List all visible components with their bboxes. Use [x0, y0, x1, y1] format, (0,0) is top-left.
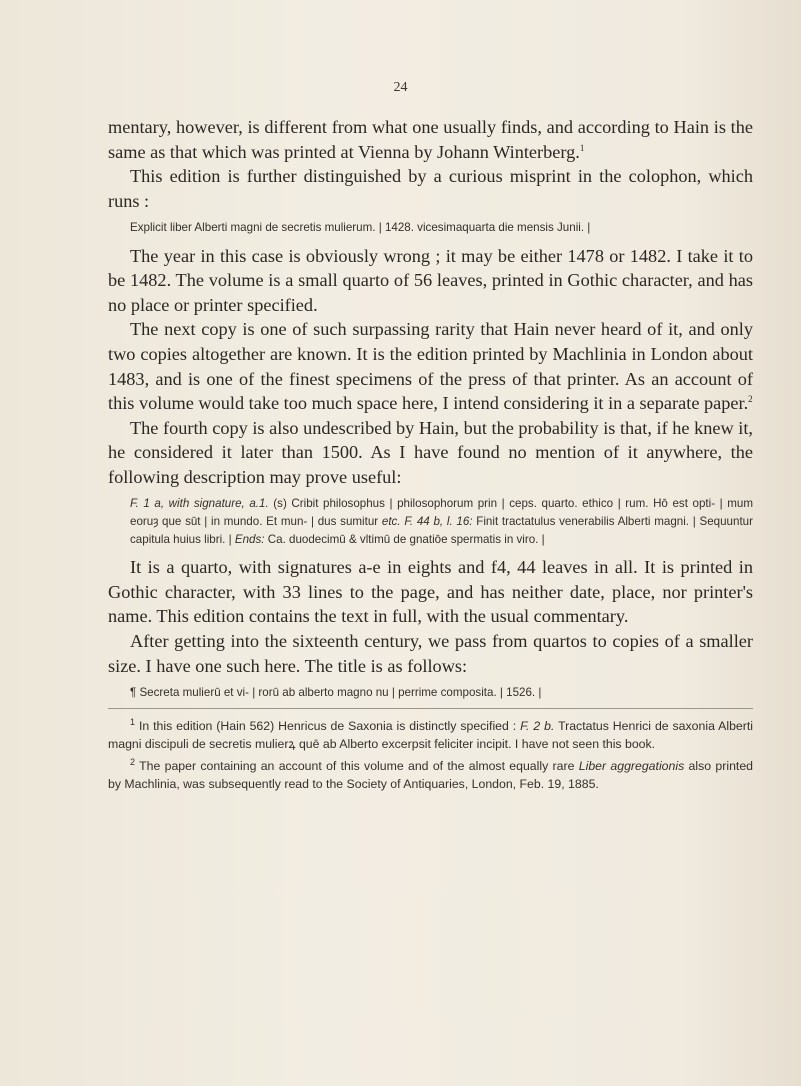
- paragraph-6: It is a quarto, with signatures a-e in eights and f4, 44 leaves in all. It is printed in Gothic character, with 33 lines to the page, and has neither date, place, nor printer's name. This edition contains the text in full, with the usual commentary.: [108, 557, 753, 627]
- footnote-ref-1: 1: [579, 142, 585, 153]
- paragraph-3: The year in this case is obviously wrong ; it may be either 1478 or 1482. I take it to be 1482. The volume is a small quarto of 56 leaves, printed in Gothic character, and has no place or printer specified.: [108, 245, 753, 315]
- footnote-divider: [108, 708, 753, 709]
- footnote-ref-2: 2: [748, 394, 753, 405]
- footnote-1: $^1$ In this edition (Hain 562) Henricus de Saxonia is distinctly specified : F. 2 b. Tractatus Henrici de saxonia Alberti magni discipuli de secretis mulierꝝ quē ab Alberto excerpsit feliciter incipit. I have not seen this book.: [108, 717, 754, 752]
- paragraph-1: mentary, however, is different from what one usually finds, and according to Hain is the same as that which was printed at Vienna by Johann Winterberg.$^1$: [108, 117, 753, 162]
- paragraph-7: After getting into the sixteenth century, we pass from quartos to copies of a smaller size. I have one such here. The title is as follows:: [108, 630, 753, 676]
- colophon-quote: Explicit liber Alberti magni de secretis mulierum. | 1428. vicesimaquarta die mensis Junii. |: [130, 221, 591, 235]
- title-quote: ¶ Secreta mulierū et vi- | rorū ab alberto magno nu | perrime composita. | 1526. |: [130, 686, 542, 700]
- paragraph-5: The fourth copy is also undescribed by Hain, but the probability is that, if he knew it, he considered it later than 1500. As I have found no mention of it anywhere, the following description may prove useful:: [108, 417, 753, 487]
- text-column: [108, 115, 753, 797]
- paragraph-4: The next copy is one of such surpassing rarity that Hain never heard of it, and only two copies altogether are known. It is the edition printed by Machlinia in London about 1483, and is one of the finest specimens of the press of that printer. As an account of this volume would take too much space here, I intend considering it in a separate paper.$^2$: [108, 319, 753, 414]
- description-quote: F. 1 a, with signature, a.1. (s) Cribit philosophus | philosophorum prin | ceps. quarto. ethico | rum. Hō est opti- | mum eoruȝ que sūt | in mundo. Et mun- | dus sumitur etc. F. 44 b, l. 16: Finit tractatulus venerabilis Alberti magni. | Sequuntur capitula huius libri. | Ends: Ca. duodecimū & vltimū de gnatiōe spermatis in viro. |: [130, 496, 753, 546]
- footnote-2: $^2$ The paper containing an account of this volume and of the almost equally rare Liber aggregationis also printed by Machlinia, was subsequently read to the Society of Antiquaries, London, Feb. 19, 1885.: [108, 757, 754, 792]
- page-number: 24: [393, 80, 408, 95]
- paragraph-2: This edition is further distinguished by a curious misprint in the colophon, which runs :: [108, 166, 753, 211]
